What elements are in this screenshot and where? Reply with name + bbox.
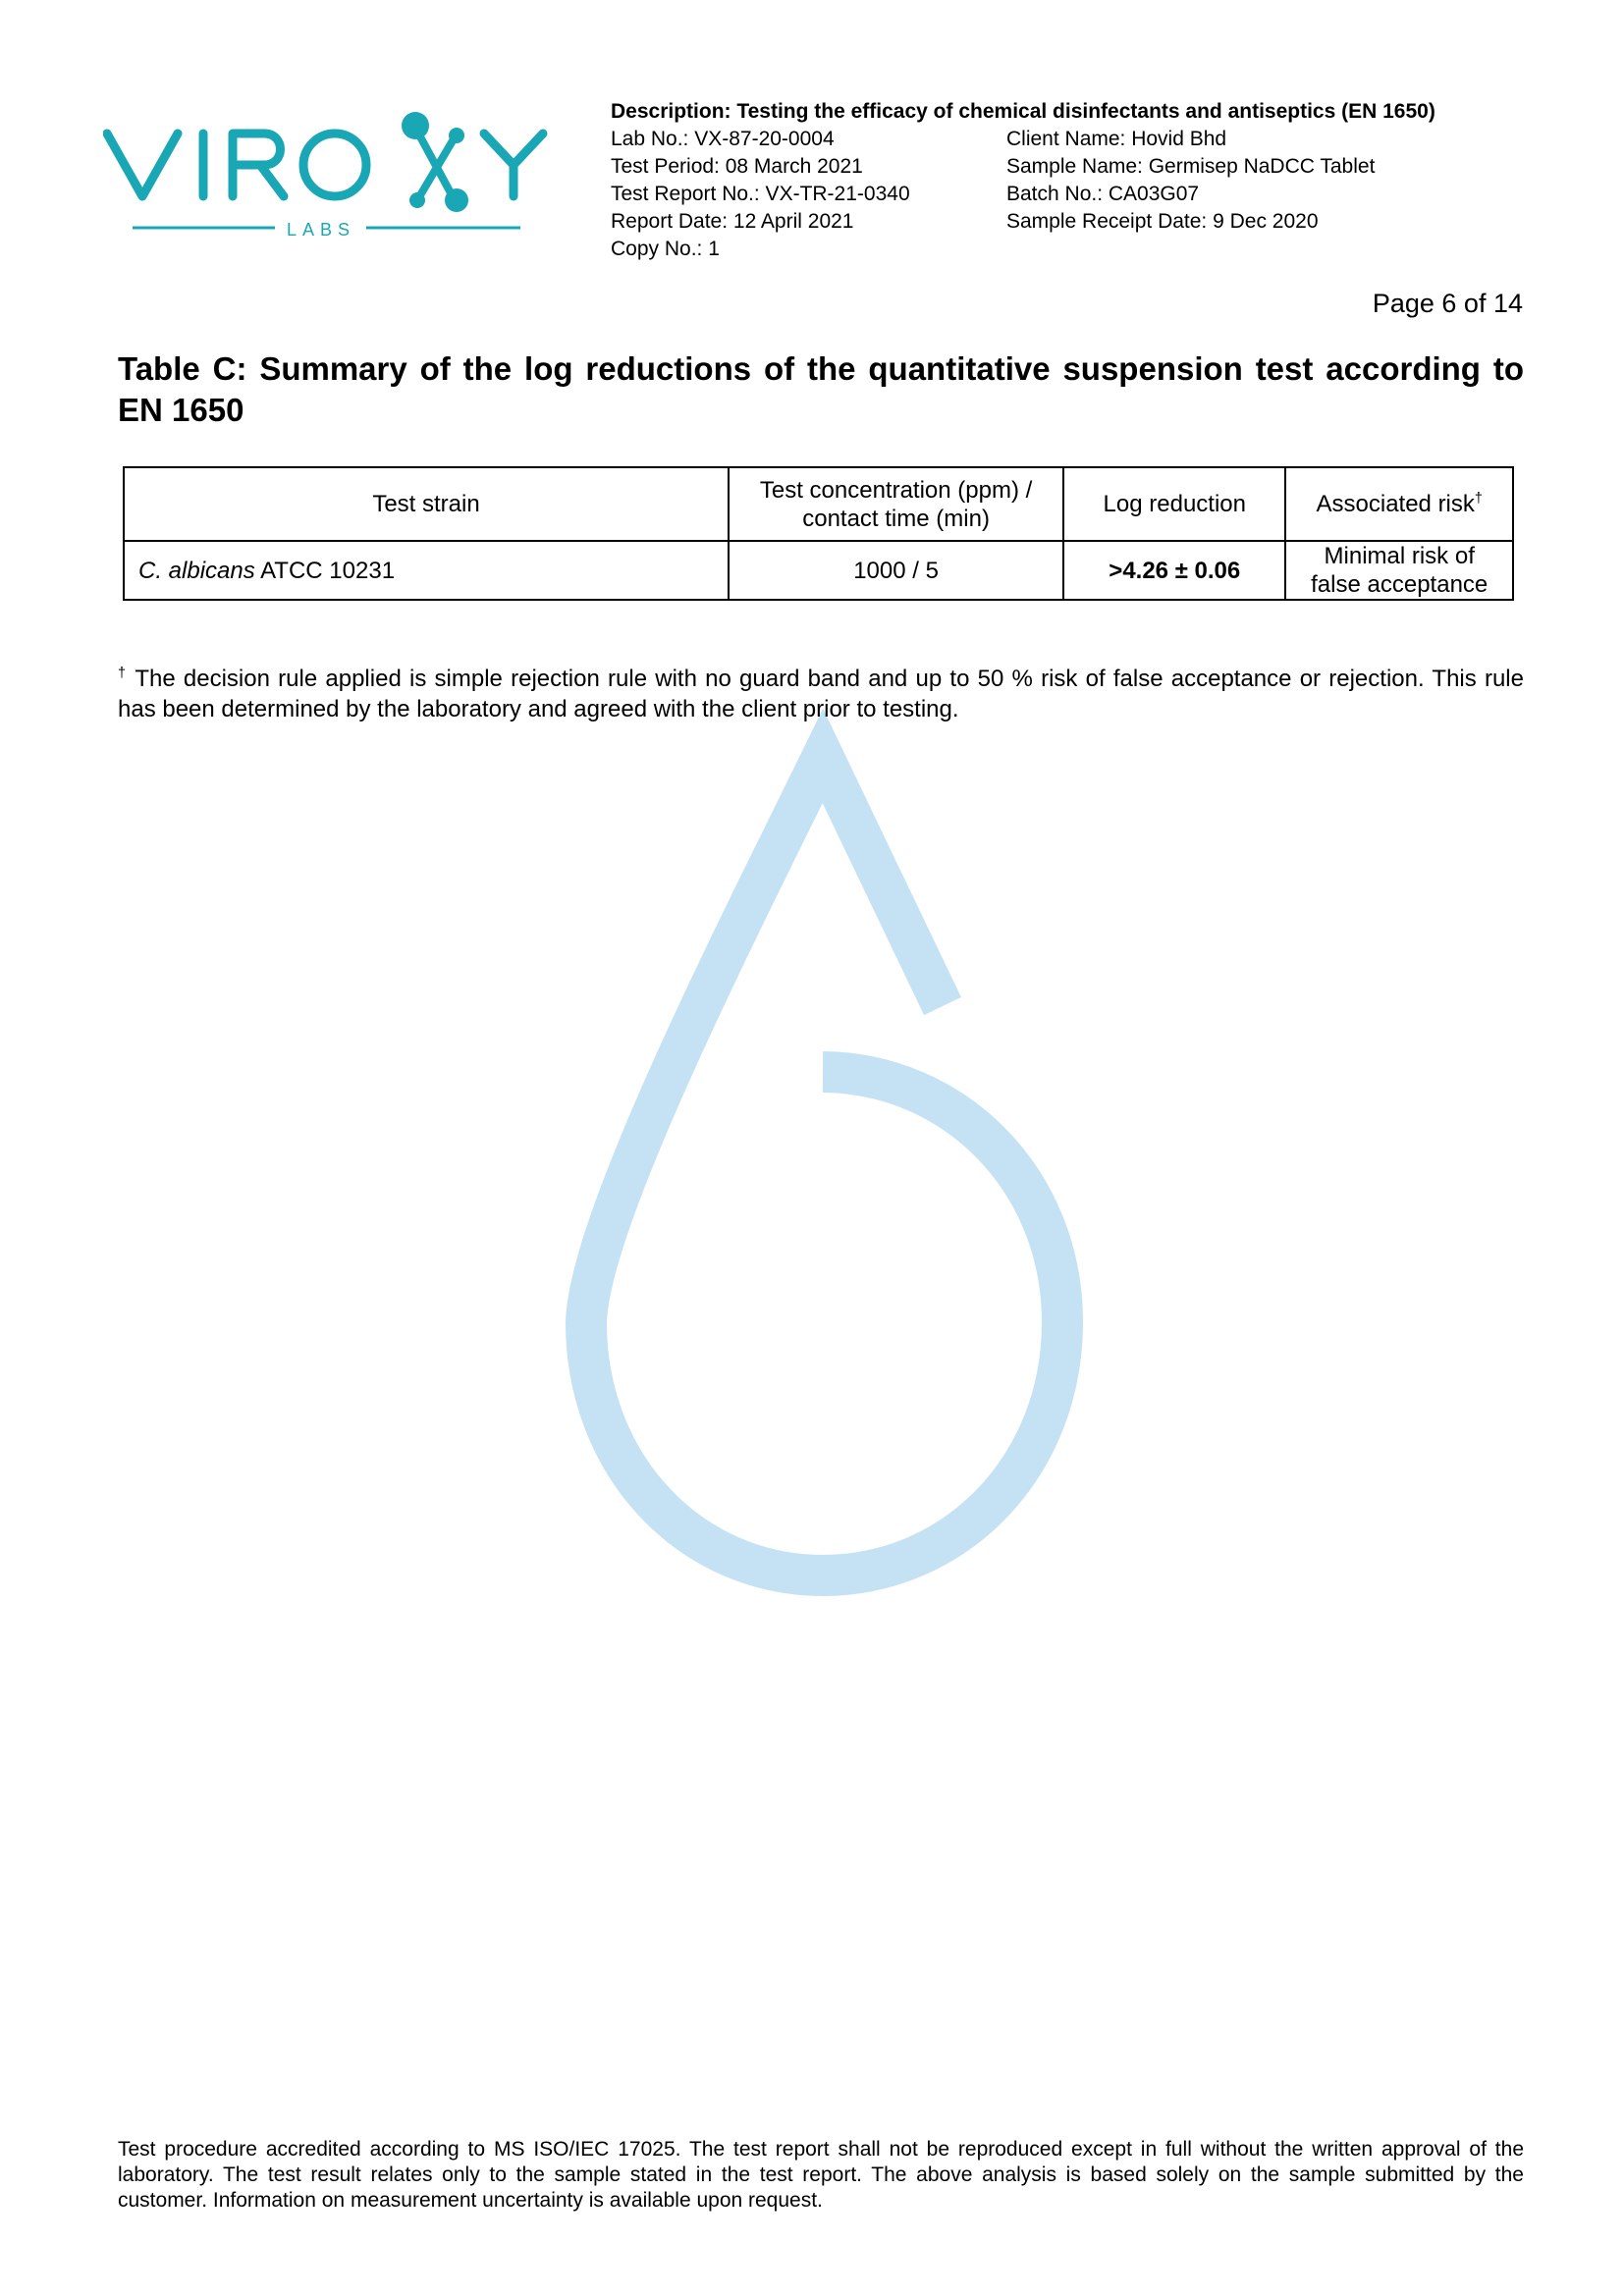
cell-concentration: 1000 / 5 (729, 541, 1063, 600)
test-period: Test Period: 08 March 2021 (611, 155, 863, 178)
risk-line2: false acceptance (1311, 571, 1489, 598)
cell-test-strain (124, 541, 729, 600)
header-concentration-line1: Test concentration (ppm) / (759, 476, 1033, 504)
page-number: Page 6 of 14 (1372, 289, 1523, 318)
batch-number: Batch No.: CA03G07 (1006, 183, 1200, 205)
footnote-mark: † (118, 666, 128, 681)
test-report-number: Test Report No.: VX-TR-21-0340 (611, 183, 910, 205)
header-test-concentration (729, 467, 1063, 541)
footnote-text: The decision rule applied is simple rejection rule with no guard band and up to 50 % risk of false acceptance or rejection. This rule has been determined by the laboratory and agreed with the client prior to testing. (118, 666, 1524, 722)
section-title: Table C: Summary of the log reductions of the quantitative suspension test according to EN 1650 (118, 350, 1524, 428)
report-date: Report Date: 12 April 2021 (611, 210, 854, 233)
strain-code: ATCC 10231 (254, 557, 396, 584)
viroxy-labs-logo (103, 98, 555, 245)
copy-number: Copy No.: 1 (611, 238, 720, 260)
header-test-strain: Test strain (124, 467, 729, 541)
header-log-reduction: Log reduction (1063, 467, 1285, 541)
header-concentration-line2: contact time (min) (802, 505, 990, 532)
header-associated-risk (1285, 467, 1513, 541)
sample-receipt-date: Sample Receipt Date: 9 Dec 2020 (1006, 210, 1319, 233)
table-header-row (124, 467, 1513, 541)
cell-log-reduction: >4.26 ± 0.06 (1063, 541, 1285, 600)
sample-name: Sample Name: Germisep NaDCC Tablet (1006, 155, 1376, 178)
cell-associated-risk (1285, 541, 1513, 600)
risk-line1: Minimal risk of (1324, 543, 1475, 569)
log-reduction-table (123, 466, 1514, 601)
table-row (124, 541, 1513, 600)
report-header (611, 98, 1524, 263)
client-name: Client Name: Hovid Bhd (1006, 128, 1227, 150)
lab-number: Lab No.: VX-87-20-0004 (611, 128, 835, 150)
logo-subtitle: LABS (286, 220, 356, 240)
strain-species: C. albicans (138, 557, 255, 584)
footnote (118, 664, 1524, 724)
accreditation-footer: Test procedure accredited according to MS ISO/IEC 17025. The test report shall not be reproduced except in full without the written approval of the laboratory. The test result relates only to the sample stated in the test report. The above analysis is based solely on the sample submitted by the customer. Information on measurement uncertainty is available upon request. (118, 2138, 1524, 2212)
water-drop-icon (550, 707, 1100, 1600)
header-risk-label: Associated risk (1316, 491, 1475, 517)
dagger-mark: † (1474, 491, 1483, 507)
description: Description: Testing the efficacy of chemical disinfectants and antiseptics (EN 1650) (611, 100, 1435, 123)
